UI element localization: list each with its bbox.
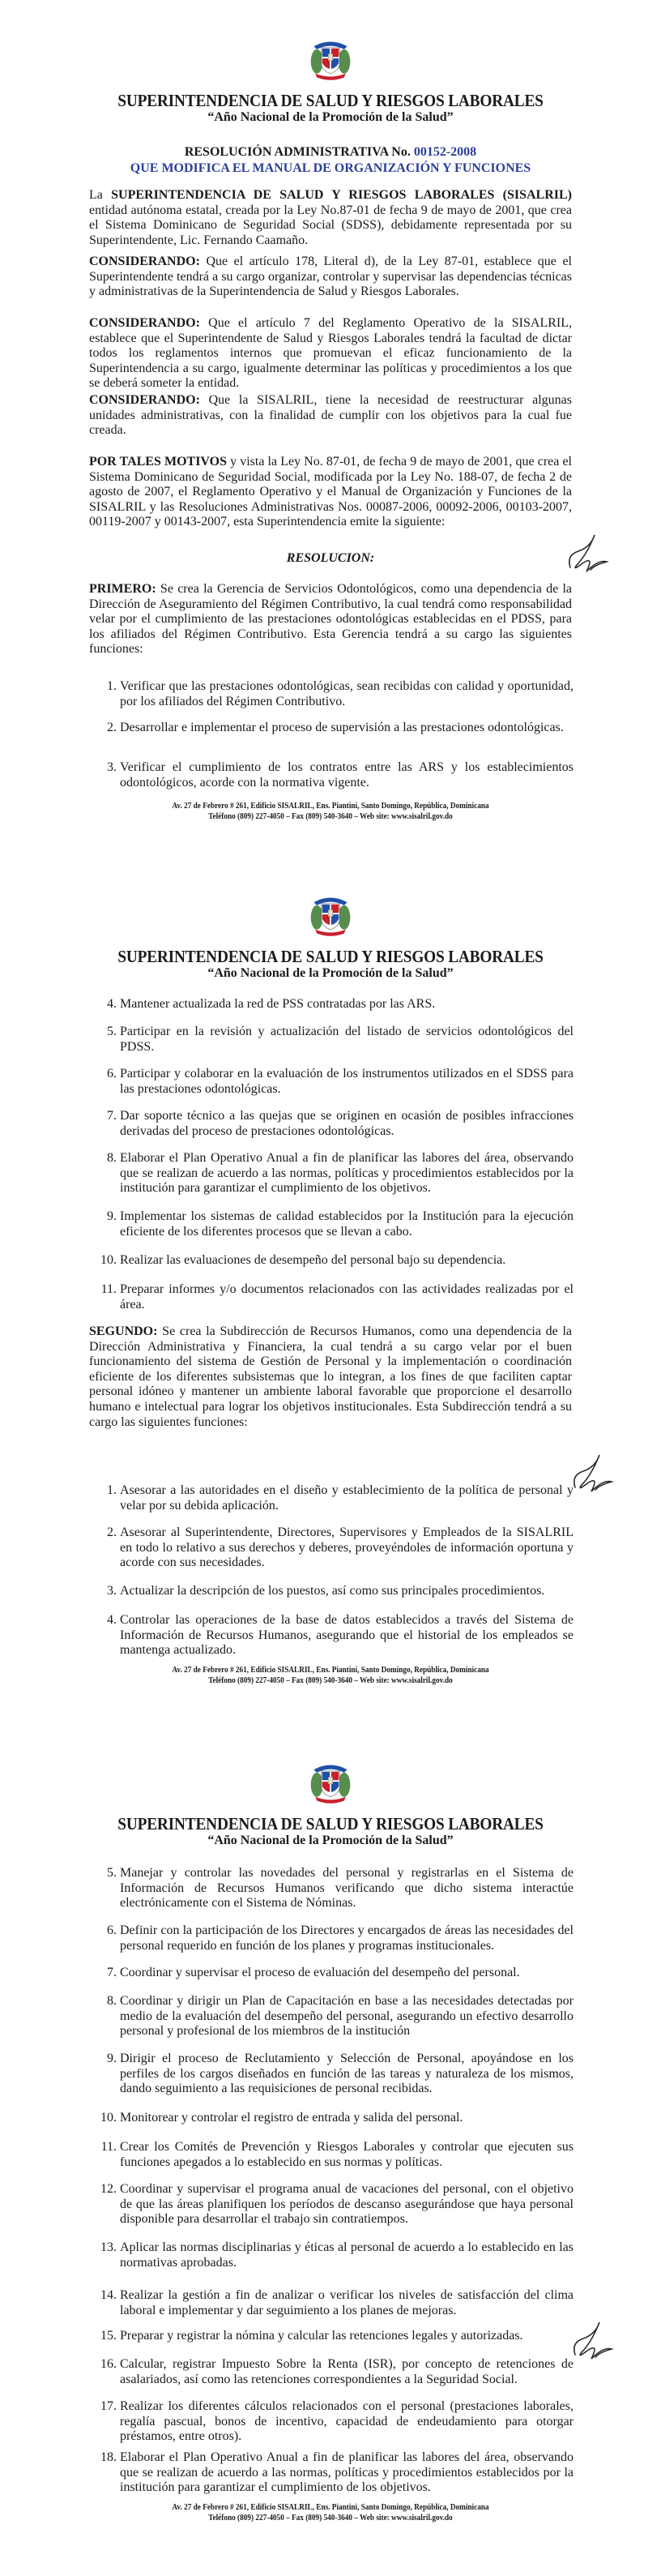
considerando-label: CONSIDERANDO: — [89, 393, 200, 407]
item-text: Coordinar y supervisar el proceso de evaluación del desempeño del personal. — [120, 1966, 520, 1979]
page-footer — [40, 1665, 621, 1686]
item-number: 7. — [107, 1109, 117, 1123]
item-number: 6. — [107, 1923, 117, 1937]
considerando-label: CONSIDERANDO: — [89, 316, 200, 330]
segundo-function-2 — [107, 1525, 574, 1571]
header-title: SUPERINTENDENCIA DE SALUD Y RIESGOS LABORALES — [117, 947, 544, 966]
item-number: 3. — [107, 1584, 117, 1598]
footer-contact: Teléfono (809) 227-4050 – Fax (809) 540-3640 – Web site: www.sisalril.gov.do — [208, 2514, 453, 2523]
segundo-function-6 — [107, 1923, 574, 1953]
por-tales-motivos-text: y vista la Ley No. 87-01, de fecha 9 de mayo de 2001, que crea el Sistema Dominicano de Seguridad Social, modificada por la Ley No. 188-07, de fecha 2 de agosto de 2007, el Reglamento Operativo y el Manual de Organización y Funciones de la SISALRIL y las Resoluciones Administrativas Nos. 00087-2006, 00092-2006, 00103-2007, 00119-2007 y 00143-2007, esta Superintendencia emite la siguiente: — [89, 455, 572, 529]
primero-function-8 — [107, 1151, 574, 1196]
header-title: SUPERINTENDENCIA DE SALUD Y RIESGOS LABORALES — [117, 91, 544, 110]
item-number: 9. — [107, 2052, 117, 2065]
item-text: Elaborar el Plan Operativo Anual a fin de planificar las labores del área, observando que se realizan de acuerdo a las normas, políticas y procedimientos establecidos por la institución para garantizar el cumplimiento de los objetivos. — [120, 2450, 574, 2495]
segundo-label: SEGUNDO: — [89, 1324, 158, 1338]
primero-function-6 — [107, 1067, 574, 1097]
item-number: 2. — [107, 1525, 117, 1539]
item-text: Crear los Comités de Prevención y Riesgos Laborales y controlar que ejecuten sus funciones apegados a lo establecido en sus normas y políticas. — [120, 2140, 574, 2169]
item-number: 5. — [107, 1866, 117, 1880]
page-3 — [0, 1727, 661, 2576]
primero-text: Se crea la Gerencia de Servicios Odontológicos, como una dependencia de la Dirección de Aseguramiento del Régimen Contributivo, la cual tendrá como responsabilidad velar por el cumplimiento de las prestaciones odontológicas establecidas en el PDSS, para los afiliados del Régimen Contributivo. Esta Gerencia tendrá a su cargo las siguientes funciones: — [89, 582, 572, 657]
item-number: 16. — [100, 2357, 117, 2371]
page-1 — [0, 0, 661, 859]
item-text: Coordinar y supervisar el programa anual de vacaciones del personal, con el objetivo de que las áreas planifiquen los períodos de descanso asegurándose que haya personal disponible para desarrollar el trabajo sin contratiempos. — [120, 2182, 574, 2227]
primero-function-4 — [107, 997, 574, 1012]
resolucion-heading: RESOLUCION: — [286, 551, 375, 565]
item-text: Mantener actualizada la red de PSS contratadas por las ARS. — [120, 997, 436, 1011]
item-number: 10. — [100, 2111, 117, 2125]
item-number: 3. — [107, 760, 117, 774]
considerando-3 — [89, 393, 572, 439]
item-text: Realizar la gestión a fin de analizar o verificar los niveles de satisfacción del clima laboral e implementar y dar seguimiento a los planes de mejoras. — [120, 2288, 574, 2317]
resolution-label: RESOLUCIÓN ADMINISTRATIVA No. — [184, 145, 411, 159]
segundo-function-14 — [100, 2288, 574, 2318]
intro-text: entidad autónoma estatal, creada por la Ley No.87-01 de fecha 9 de mayo de 2001, que crea el Sistema Dominicano de Seguridad Social (SDSS), debidamente representada por su Superintendente, Lic. Fernando Caamaño. — [89, 203, 572, 247]
primero-function-3 — [107, 760, 574, 790]
item-text: Calcular, registrar Impuesto Sobre la Renta (ISR), por concepto de retenciones de asalariados, así como las retenciones correspondientes a la Seguridad Social. — [120, 2357, 574, 2386]
footer-address: Av. 27 de Febrero # 261, Edificio SISALRIL, Ens. Piantini, Santo Domingo, República, Dominicana — [172, 802, 489, 811]
signature-icon — [567, 1451, 616, 1500]
segundo-function-5 — [107, 1866, 574, 1911]
item-text: Dirigir el proceso de Reclutamiento y Selección de Personal, apoyándose en los perfiles de los cargos diseñados en función de las tareas y naturaleza de los mismos, dando seguimiento a las requisiciones de personal recibidas. — [120, 2052, 574, 2096]
item-number: 6. — [107, 1067, 117, 1080]
coat-of-arms-icon — [308, 1759, 353, 1806]
segundo-function-16 — [100, 2357, 574, 2387]
item-number: 4. — [107, 997, 117, 1011]
primero-function-7 — [107, 1109, 574, 1139]
item-text: Asesorar a las autoridades en el diseño y establecimiento de la política de personal y velar por su debida aplicación. — [120, 1483, 574, 1513]
item-number: 1. — [107, 1483, 117, 1497]
item-text: Implementar los sistemas de calidad establecidos por la Institución para la ejecución eficiente de los diferentes procesos que se llevan a cabo. — [120, 1209, 574, 1239]
page-footer — [40, 2502, 621, 2523]
primero-paragraph — [89, 582, 572, 657]
segundo-text: Se crea la Subdirección de Recursos Humanos, como una dependencia de la Dirección Administrativa y Financiera, la cual tendrá a su cargo velar por el buen funcionamiento del sistema de Gestión de Personal y la implementación o coordinación eficiente de los diferentes subsistemas que lo integran, a los fines de que faciliten captar personal idóneo y mantener un ambiente laboral favorable que proporcione el desarrollo humano e intelectual para lograr los objetivos institucionales. Esta Subdirección tendrá a su cargo las siguientes funciones: — [89, 1324, 572, 1429]
considerando-text: Que el artículo 7 del Reglamento Operativo de la SISALRIL, establece que el Superintendente de Salud y Riesgos Laborales tendrá la facultad de dictar todos los reglamentos internos que promuevan el eficaz funcionamiento de la Superintendencia a su cargo, igualmente determinar las políticas y procedimientos a los que se deberá someter la entidad. — [89, 316, 572, 391]
item-text: Monitorear y controlar el registro de entrada y salida del personal. — [120, 2111, 463, 2125]
item-text: Preparar informes y/o documentos relacionados con las actividades realizadas por el área. — [120, 1282, 574, 1312]
primero-function-9 — [107, 1209, 574, 1239]
segundo-function-11 — [100, 2140, 574, 2170]
segundo-paragraph — [89, 1324, 572, 1430]
item-text: Realizar los diferentes cálculos relacionados con el personal (prestaciones laborales, regalía pascual, bonos de incentivo, capacidad de endeudamiento para otorgar préstamos, entre otros). — [120, 2399, 574, 2444]
coat-of-arms-icon — [308, 36, 353, 83]
item-text: Definir con la participación de los Directores y encargados de áreas las necesidades del personal requerido en función de los planes y programas institucionales. — [120, 1923, 574, 1953]
primero-function-11 — [100, 1282, 574, 1312]
segundo-function-3 — [107, 1584, 574, 1599]
footer-contact: Teléfono (809) 227-4050 – Fax (809) 540-3640 – Web site: www.sisalril.gov.do — [208, 1676, 453, 1685]
item-text: Actualizar la descripción de los puestos, así como sus principales procedimientos. — [120, 1584, 545, 1598]
segundo-function-9 — [107, 2052, 574, 2097]
item-number: 13. — [100, 2240, 117, 2254]
item-text: Verificar que las prestaciones odontológicas, sean recibidas con calidad y oportunidad, por los afiliados del Régimen Contributivo. — [120, 679, 574, 708]
item-text: Realizar las evaluaciones de desempeño del personal bajo su dependencia. — [120, 1253, 506, 1267]
item-number: 9. — [107, 1209, 117, 1223]
intro-paragraph — [89, 188, 572, 248]
segundo-function-18 — [100, 2450, 574, 2496]
intro-prefix: La — [89, 188, 112, 202]
resolution-number: 00152-2008 — [413, 145, 477, 159]
item-number: 5. — [107, 1025, 117, 1038]
segundo-function-4 — [107, 1613, 574, 1658]
item-text: Manejar y controlar las novedades del personal y registrarlas en el Sistema de Información de Recursos Humanos verificando que dicho sistema interactúe electrónicamente con el Sistema de Nóminas. — [120, 1866, 574, 1911]
item-number: 15. — [100, 2329, 117, 2343]
item-number: 7. — [107, 1966, 117, 1979]
item-text: Participar y colaborar en la evaluación de los instrumentos utilizados en el SDSS para las prestaciones odontológicas. — [120, 1067, 574, 1096]
footer-contact: Teléfono (809) 227-4050 – Fax (809) 540-3640 – Web site: www.sisalril.gov.do — [208, 812, 453, 821]
item-text: Aplicar las normas disciplinarias y éticas al personal de acuerdo a lo establecido en las normativas aprobadas. — [120, 2240, 574, 2270]
segundo-function-8 — [107, 1994, 574, 2039]
item-text: Elaborar el Plan Operativo Anual a fin de planificar las labores del área, observando que se realizan de acuerdo a las normas, políticas y procedimientos establecidos por la institución para garantizar el cumplimiento de los objetivos. — [120, 1151, 574, 1196]
item-number: 4. — [107, 1613, 117, 1627]
page-footer — [40, 801, 621, 822]
primero-function-10 — [100, 1253, 574, 1269]
header-motto: “Año Nacional de la Promoción de la Salud” — [207, 110, 454, 124]
item-number: 8. — [107, 1994, 117, 2008]
primero-label: PRIMERO: — [89, 582, 156, 596]
primero-function-5 — [107, 1025, 574, 1055]
header-motto: “Año Nacional de la Promoción de la Salud” — [207, 966, 454, 980]
primero-function-1 — [107, 679, 574, 709]
signature-icon — [567, 2318, 616, 2367]
footer-address: Av. 27 de Febrero # 261, Edificio SISALRIL, Ens. Piantini, Santo Domingo, República, Dominicana — [172, 1666, 489, 1675]
considerando-text: Que la SISALRIL, tiene la necesidad de reestructurar algunas unidades administrativas, con la finalidad de cumplir con los objetivos para la cual fue creada. — [89, 393, 572, 438]
item-number: 2. — [107, 721, 117, 734]
considerando-2 — [89, 316, 572, 392]
item-text: Coordinar y dirigir un Plan de Capacitación en base a las necesidades detectadas por medio de la evaluación del desempeño del personal, asegurando un efectivo desarrollo personal y profesional de los miembros de la institución — [120, 1994, 574, 2039]
footer-address: Av. 27 de Febrero # 261, Edificio SISALRIL, Ens. Piantini, Santo Domingo, República, Dominicana — [172, 2503, 489, 2512]
por-tales-motivos-label: POR TALES MOTIVOS — [89, 455, 228, 469]
entity-name: SUPERINTENDENCIA DE SALUD Y RIESGOS LABORALES (SISALRIL) — [111, 188, 573, 202]
header-motto: “Año Nacional de la Promoción de la Salud” — [207, 1834, 454, 1847]
item-text: Desarrollar e implementar el proceso de supervisión a las prestaciones odontológicas. — [120, 721, 564, 734]
segundo-function-10 — [100, 2111, 574, 2126]
segundo-function-7 — [107, 1966, 574, 1981]
por-tales-motivos — [89, 455, 572, 530]
segundo-function-17 — [100, 2399, 574, 2445]
header-title: SUPERINTENDENCIA DE SALUD Y RIESGOS LABORALES — [117, 1814, 544, 1834]
item-number: 8. — [107, 1151, 117, 1165]
item-number: 11. — [100, 2140, 117, 2154]
item-text: Controlar las operaciones de la base de datos establecidos a través del Sistema de Información de Recursos Humanos, asegurando que el historial de los empleados se mantenga actualizado. — [120, 1613, 574, 1658]
item-text: Preparar y registrar la nómina y calcular las retenciones legales y autorizadas. — [120, 2329, 523, 2343]
item-number: 12. — [100, 2182, 117, 2196]
item-text: Dar soporte técnico a las quejas que se originen en ocasión de posibles infracciones derivadas del proceso de prestaciones odontológicas. — [120, 1109, 574, 1138]
item-number: 17. — [100, 2399, 117, 2413]
item-number: 10. — [100, 1253, 117, 1267]
item-number: 1. — [107, 679, 117, 693]
coat-of-arms-icon — [308, 892, 353, 939]
primero-function-2 — [107, 721, 574, 736]
resolution-subtitle: QUE MODIFICA EL MANUAL DE ORGANIZACIÓN Y FUNCIONES — [130, 161, 531, 175]
segundo-function-12 — [100, 2182, 574, 2227]
item-number: 18. — [100, 2450, 117, 2464]
item-text: Asesorar al Superintendente, Directores, Supervisores y Empleados de la SISALRIL en todo lo relativo a sus derechos y deberes, proveyéndoles de información oportuna y acorde con sus necesidades. — [120, 1525, 574, 1570]
considerando-label: CONSIDERANDO: — [89, 255, 200, 268]
segundo-function-13 — [100, 2240, 574, 2270]
item-text: Verificar el cumplimiento de los contratos entre las ARS y los establecimientos odontológicos, acorde con la normativa vigente. — [120, 760, 574, 789]
item-text: Participar en la revisión y actualización del listado de servicios odontológicos del PDSS. — [120, 1025, 574, 1054]
item-number: 14. — [100, 2288, 117, 2302]
page-2 — [0, 859, 661, 1727]
segundo-function-1 — [107, 1483, 574, 1513]
considerando-1 — [89, 255, 572, 300]
item-number: 11. — [100, 1282, 117, 1296]
considerando-text: Que el artículo 178, Literal d), de la Ley 87-01, establece que el Superintendente tendrá a su cargo organizar, controlar y supervisar las dependencias técnicas y administrativas de la Superintendencia de Salud y Riesgos Laborales. — [89, 255, 572, 299]
resolution-title — [0, 144, 661, 177]
segundo-function-15 — [100, 2329, 574, 2344]
